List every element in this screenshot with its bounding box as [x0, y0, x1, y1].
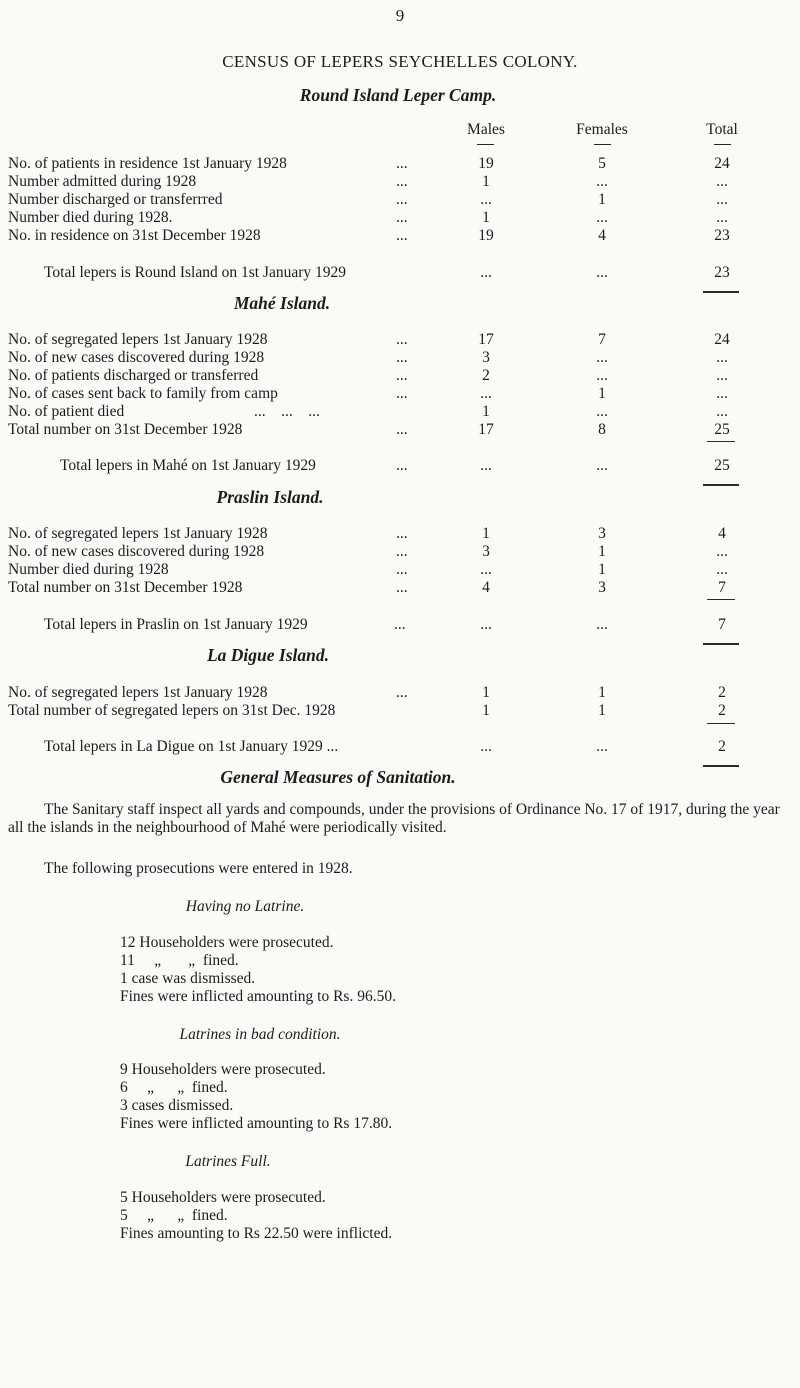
mahe-total-total: 25: [714, 457, 730, 474]
subtotal-rule: [707, 441, 735, 442]
section-title: Having no Latrine.: [185, 898, 305, 915]
row-females: 1: [598, 191, 606, 208]
row-females: 1: [598, 702, 606, 719]
row-leader: ...: [396, 385, 408, 402]
la-digue-total-total: 2: [718, 738, 726, 755]
praslin-total-total: 7: [718, 616, 726, 633]
row-total: ...: [716, 561, 728, 578]
mahe-total-females: ...: [596, 457, 608, 474]
main-title: CENSUS OF LEPERS SEYCHELLES COLONY.: [222, 52, 578, 71]
praslin-total-females: ...: [596, 616, 608, 633]
row-females: 1: [598, 543, 606, 560]
row-total: 24: [714, 331, 730, 348]
row-total: 7: [718, 579, 726, 596]
round-island-total-label: Total lepers is Round Island on 1st January 1929: [44, 264, 346, 281]
row-leader: ...: [396, 173, 408, 190]
row-males: ...: [480, 385, 492, 402]
row-total: ...: [716, 191, 728, 208]
row-males: 2: [482, 367, 490, 384]
row-label: No. of new cases discovered during 1928: [8, 349, 265, 366]
round-island-total-males: ...: [480, 264, 492, 281]
row-leader: ...: [396, 155, 408, 172]
section-line: 9 Householders were prosecuted.: [120, 1061, 326, 1078]
row-leader: ...: [396, 367, 408, 384]
row-label: No. of patient died: [8, 403, 125, 420]
row-total: ...: [716, 543, 728, 560]
row-males: ...: [480, 561, 492, 578]
total-rule: [703, 291, 739, 293]
row-males: 1: [482, 684, 490, 701]
section-line: 12 Householders were prosecuted.: [120, 934, 334, 951]
row-females: ...: [596, 173, 608, 190]
praslin-island-title: Praslin Island.: [216, 487, 324, 507]
mahe-island-title: Mahé Island.: [233, 293, 331, 313]
praslin-total-leader: ...: [394, 616, 406, 633]
row-total: 2: [718, 684, 726, 701]
row-males: 1: [482, 702, 490, 719]
total-underline: [714, 144, 731, 145]
row-label: No. of segregated lepers 1st January 1928: [8, 525, 268, 542]
row-total: ...: [716, 385, 728, 402]
section-title: Latrines Full.: [185, 1153, 271, 1170]
row-males: 17: [478, 331, 494, 348]
mahe-total-males: ...: [480, 457, 492, 474]
row-label: No. of patients discharged or transferred: [8, 367, 259, 384]
round-island-total-total: 23: [714, 264, 730, 281]
col-header-males: Males: [467, 121, 505, 138]
total-rule: [703, 643, 739, 645]
row-label: Total number of segregated lepers on 31st Dec. 1928: [8, 702, 336, 719]
praslin-total-label: Total lepers in Praslin on 1st January 1929: [44, 616, 308, 633]
row-females: 8: [598, 421, 606, 438]
page-number: 9: [395, 6, 405, 25]
row-females: 3: [598, 525, 606, 542]
section-line: 6 „ „ fined.: [120, 1079, 228, 1096]
row-females: ...: [596, 209, 608, 226]
row-label: No. of segregated lepers 1st January 1928: [8, 684, 268, 701]
row-total: 23: [714, 227, 730, 244]
row-females: 1: [598, 561, 606, 578]
row-leader: ...: [396, 684, 408, 701]
row-females: 4: [598, 227, 606, 244]
col-header-total: Total: [706, 121, 738, 138]
round-island-title: Round Island Leper Camp.: [299, 85, 497, 105]
males-underline: [477, 144, 494, 145]
la-digue-island-title: La Digue Island.: [206, 645, 330, 665]
row-males: 1: [482, 173, 490, 190]
row-label: No. in residence on 31st December 1928: [8, 227, 261, 244]
row-males: ...: [480, 191, 492, 208]
row-total: ...: [716, 349, 728, 366]
row-total: ...: [716, 209, 728, 226]
row-males: 17: [478, 421, 494, 438]
section-title: Latrines in bad condition.: [179, 1026, 341, 1043]
round-island-total-females: ...: [596, 264, 608, 281]
section-line: 11 „ „ fined.: [120, 952, 239, 969]
row-label: No. of segregated lepers 1st January 1928: [8, 331, 268, 348]
row-females: 5: [598, 155, 606, 172]
la-digue-total-males: ...: [480, 738, 492, 755]
sanitation-title: General Measures of Sanitation.: [220, 767, 456, 787]
mahe-total-leader: ...: [396, 457, 408, 474]
section-line: Fines were inflicted amounting to Rs. 96.50.: [120, 988, 396, 1005]
row-males: 3: [482, 349, 490, 366]
row-males: 1: [482, 525, 490, 542]
row-females: ...: [596, 403, 608, 420]
row-total: ...: [716, 403, 728, 420]
section-line: 5 Householders were prosecuted.: [120, 1189, 326, 1206]
row-label: No. of new cases discovered during 1928: [8, 543, 265, 560]
total-rule: [703, 765, 739, 767]
row-label: Total number on 31st December 1928: [8, 421, 243, 438]
row-leader: ... ... ...: [254, 403, 320, 420]
sanitation-paragraph: The Sanitary staff inspect all yards and compounds, under the provisions of Ordinance No. 17 of 1917, during the year all the islands in the neighbourhood of Mahé were periodically visited.: [8, 801, 780, 836]
row-label: No. of cases sent back to family from camp: [8, 385, 278, 402]
row-leader: ...: [396, 331, 408, 348]
row-females: 7: [598, 331, 606, 348]
row-males: 19: [478, 155, 494, 172]
total-rule: [703, 484, 739, 486]
section-line: Fines amounting to Rs 22.50 were inflicted.: [120, 1225, 393, 1242]
section-line: 5 „ „ fined.: [120, 1207, 228, 1224]
row-leader: ...: [396, 209, 408, 226]
row-leader: ...: [396, 543, 408, 560]
col-header-females: Females: [576, 121, 628, 138]
row-label: No. of patients in residence 1st January 1928: [8, 155, 287, 172]
mahe-total-label: Total lepers in Mahé on 1st January 1929: [60, 457, 316, 474]
row-leader: ...: [396, 525, 408, 542]
row-leader: ...: [396, 421, 408, 438]
subtotal-rule: [707, 723, 735, 724]
row-total: 24: [714, 155, 730, 172]
row-label: Number died during 1928.: [8, 209, 173, 226]
row-leader: ...: [396, 227, 408, 244]
la-digue-total-label: Total lepers in La Digue on 1st January 1929 ...: [44, 738, 339, 755]
row-label: Number discharged or transferrred: [8, 191, 223, 208]
row-males: 4: [482, 579, 490, 596]
row-leader: ...: [396, 191, 408, 208]
row-leader: ...: [396, 561, 408, 578]
row-males: 3: [482, 543, 490, 560]
row-total: 25: [714, 421, 730, 438]
females-underline: [594, 144, 611, 145]
row-total: 2: [718, 702, 726, 719]
praslin-total-males: ...: [480, 616, 492, 633]
row-females: 1: [598, 385, 606, 402]
row-label: Number died during 1928: [8, 561, 169, 578]
subtotal-rule: [707, 599, 735, 600]
row-females: 3: [598, 579, 606, 596]
row-label: Total number on 31st December 1928: [8, 579, 243, 596]
section-line: 1 case was dismissed.: [120, 970, 256, 987]
row-total: ...: [716, 173, 728, 190]
row-total: ...: [716, 367, 728, 384]
row-males: 19: [478, 227, 494, 244]
section-line: 3 cases dismissed.: [120, 1097, 234, 1114]
section-line: Fines were inflicted amounting to Rs 17.80.: [120, 1115, 393, 1132]
row-leader: ...: [396, 349, 408, 366]
row-males: 1: [482, 403, 490, 420]
row-label: Number admitted during 1928: [8, 173, 197, 190]
prosecutions-intro: The following prosecutions were entered in 1928.: [44, 860, 353, 877]
row-females: ...: [596, 349, 608, 366]
la-digue-total-females: ...: [596, 738, 608, 755]
row-males: 1: [482, 209, 490, 226]
row-females: ...: [596, 367, 608, 384]
row-females: 1: [598, 684, 606, 701]
row-leader: ...: [396, 579, 408, 596]
row-total: 4: [718, 525, 726, 542]
